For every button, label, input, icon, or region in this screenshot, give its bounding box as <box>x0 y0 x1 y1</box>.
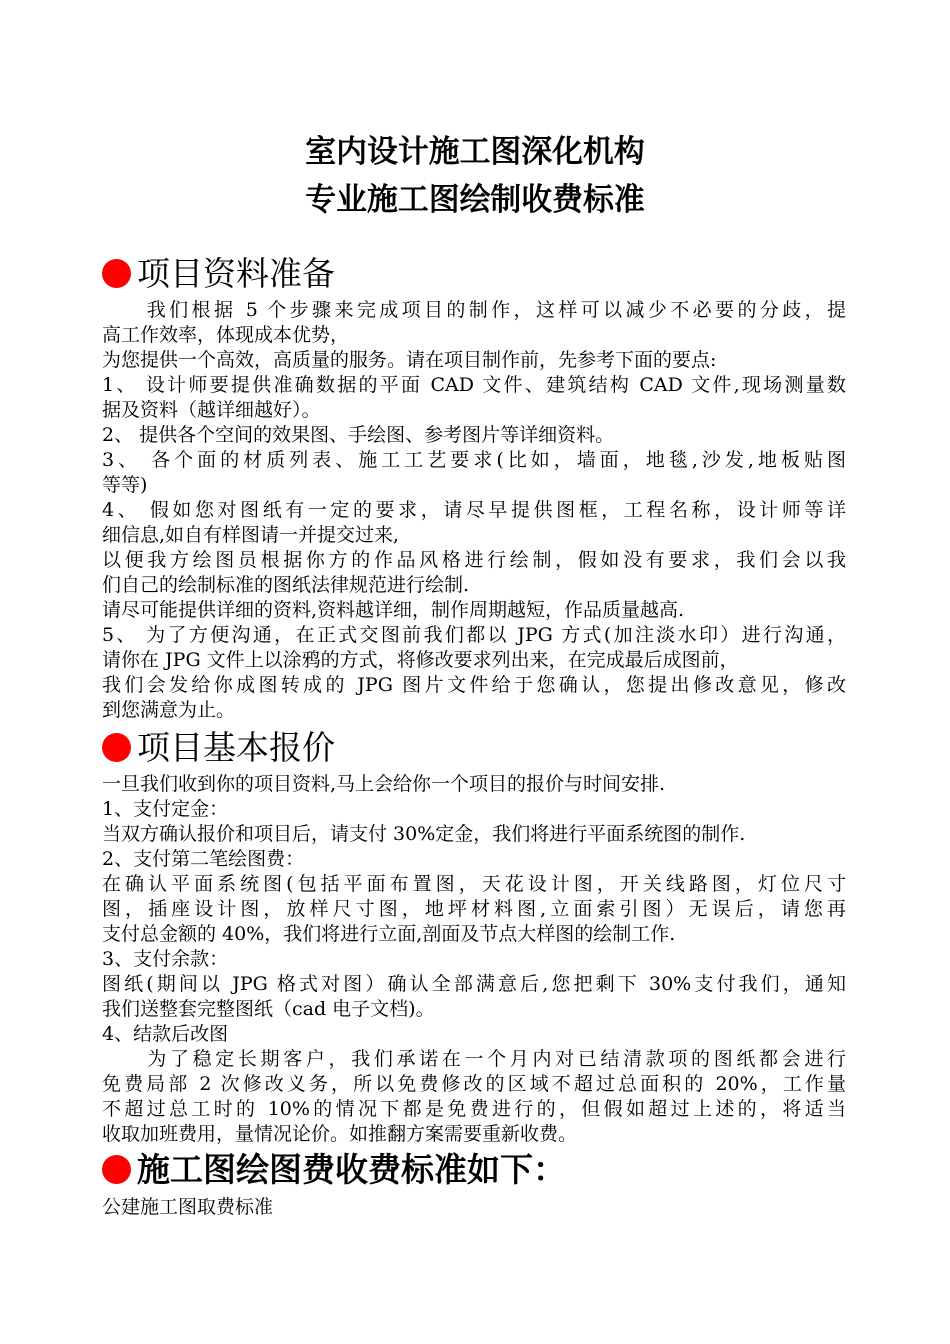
paragraph-line: 4、 假如您对图纸有一定的要求，请尽早提供图框，工程名称，设计师等详 <box>102 499 846 521</box>
paragraph-line: 不超过总工时的 10%的情况下都是免费进行的，但假如超过上述的，将适当 <box>102 1098 846 1120</box>
paragraph-line: 3、支付余款： <box>102 948 229 970</box>
section-heading-text: 施工图绘图费收费标准如下： <box>137 1150 566 1189</box>
paragraph-line: 请尽可能提供详细的资料,资料越详细，制作周期越短，作品质量越高. <box>102 599 685 621</box>
paragraph-line: 以便我方绘图员根据你方的作品风格进行绘制，假如没有要求，我们会以我 <box>102 549 846 571</box>
paragraph-line: 3、 各个面的材质列表、施工工艺要求(比如，墙面，地毯,沙发,地板贴图 <box>102 449 846 471</box>
paragraph-line: 为您提供一个高效，高质量的服务。请在项目制作前，先参考下面的要点: <box>102 349 717 371</box>
paragraph-line: 5、 为了方便沟通，在正式交图前我们都以 JPG 方式(加注淡水印）进行沟通， <box>102 624 846 646</box>
paragraph-line: 细信息,如自有样图请一并提交过来, <box>102 524 400 546</box>
paragraph-line: 据及资料（越详细越好）。 <box>102 399 321 421</box>
paragraph-line: 免费局部 2 次修改义务，所以免费修改的区域不超过总面积的 20%，工作量 <box>102 1073 846 1095</box>
paragraph-line: 等等) <box>102 474 148 496</box>
section-heading-quote <box>102 726 335 770</box>
section-heading-fee-standard <box>102 1148 566 1192</box>
paragraph-line: 支付总金额的 40%，我们将进行立面,剖面及节点大样图的绘制工作. <box>102 923 676 945</box>
section-heading-text: 项目基本报价 <box>137 728 335 767</box>
paragraph-line: 图，插座设计图，放样尺寸图，地坪材料图,立面索引图）无误后，请您再 <box>102 898 846 920</box>
section-heading-materials <box>102 252 335 296</box>
paragraph-line: 高工作效率，体现成本优势， <box>102 324 350 346</box>
paragraph-line: 我们会发给你成图转成的 JPG 图片文件给于您确认，您提出修改意见，修改 <box>102 674 846 696</box>
red-bullet-icon <box>102 1155 131 1184</box>
paragraph-line: 请你在 JPG 文件上以涂鸦的方式，将修改要求列出来，在完成最后成图前， <box>102 649 739 671</box>
paragraph-line: 们自己的绘制标准的图纸法律规范进行绘制. <box>102 574 470 596</box>
paragraph-line: 1、支付定金： <box>102 798 229 820</box>
paragraph-line: 一旦我们收到你的项目资料,马上会给你一个项目的报价与时间安排. <box>102 773 666 795</box>
section-heading-text: 项目资料准备 <box>137 254 335 293</box>
paragraph-line: 我们送整套完整图纸（cad 电子文档)。 <box>102 998 435 1020</box>
document-title-line-1: 室内设计施工图深化机构 <box>305 134 645 170</box>
paragraph-line: 收取加班费用，量情况论价。如推翻方案需要重新收费。 <box>102 1123 578 1145</box>
document-title-line-2: 专业施工图绘制收费标准 <box>305 182 645 218</box>
paragraph-line: 我们根据 5 个步骤来完成项目的制作，这样可以减少不必要的分歧，提 <box>102 299 846 321</box>
paragraph-line: 公建施工图取费标准 <box>102 1196 274 1218</box>
paragraph-line: 2、支付第二笔绘图费： <box>102 848 305 870</box>
paragraph-line: 4、结款后改图 <box>102 1023 229 1045</box>
paragraph-line: 图纸(期间以 JPG 格式对图）确认全部满意后,您把剩下 30%支付我们，通知 <box>102 973 846 995</box>
red-bullet-icon <box>102 259 131 288</box>
red-bullet-icon <box>102 733 131 762</box>
paragraph-line: 当双方确认报价和项目后，请支付 30%定金，我们将进行平面系统图的制作. <box>102 823 746 845</box>
paragraph-line: 到您满意为止。 <box>102 699 236 721</box>
paragraph-line: 在确认平面系统图(包括平面布置图，天花设计图，开关线路图，灯位尺寸 <box>102 873 846 895</box>
paragraph-line: 为了稳定长期客户，我们承诺在一个月内对已结清款项的图纸都会进行 <box>102 1048 846 1070</box>
paragraph-line: 2、 提供各个空间的效果图、手绘图、参考图片等详细资料。 <box>102 424 615 446</box>
paragraph-line: 1、 设计师要提供准确数据的平面 CAD 文件、建筑结构 CAD 文件,现场测量数 <box>102 374 846 396</box>
